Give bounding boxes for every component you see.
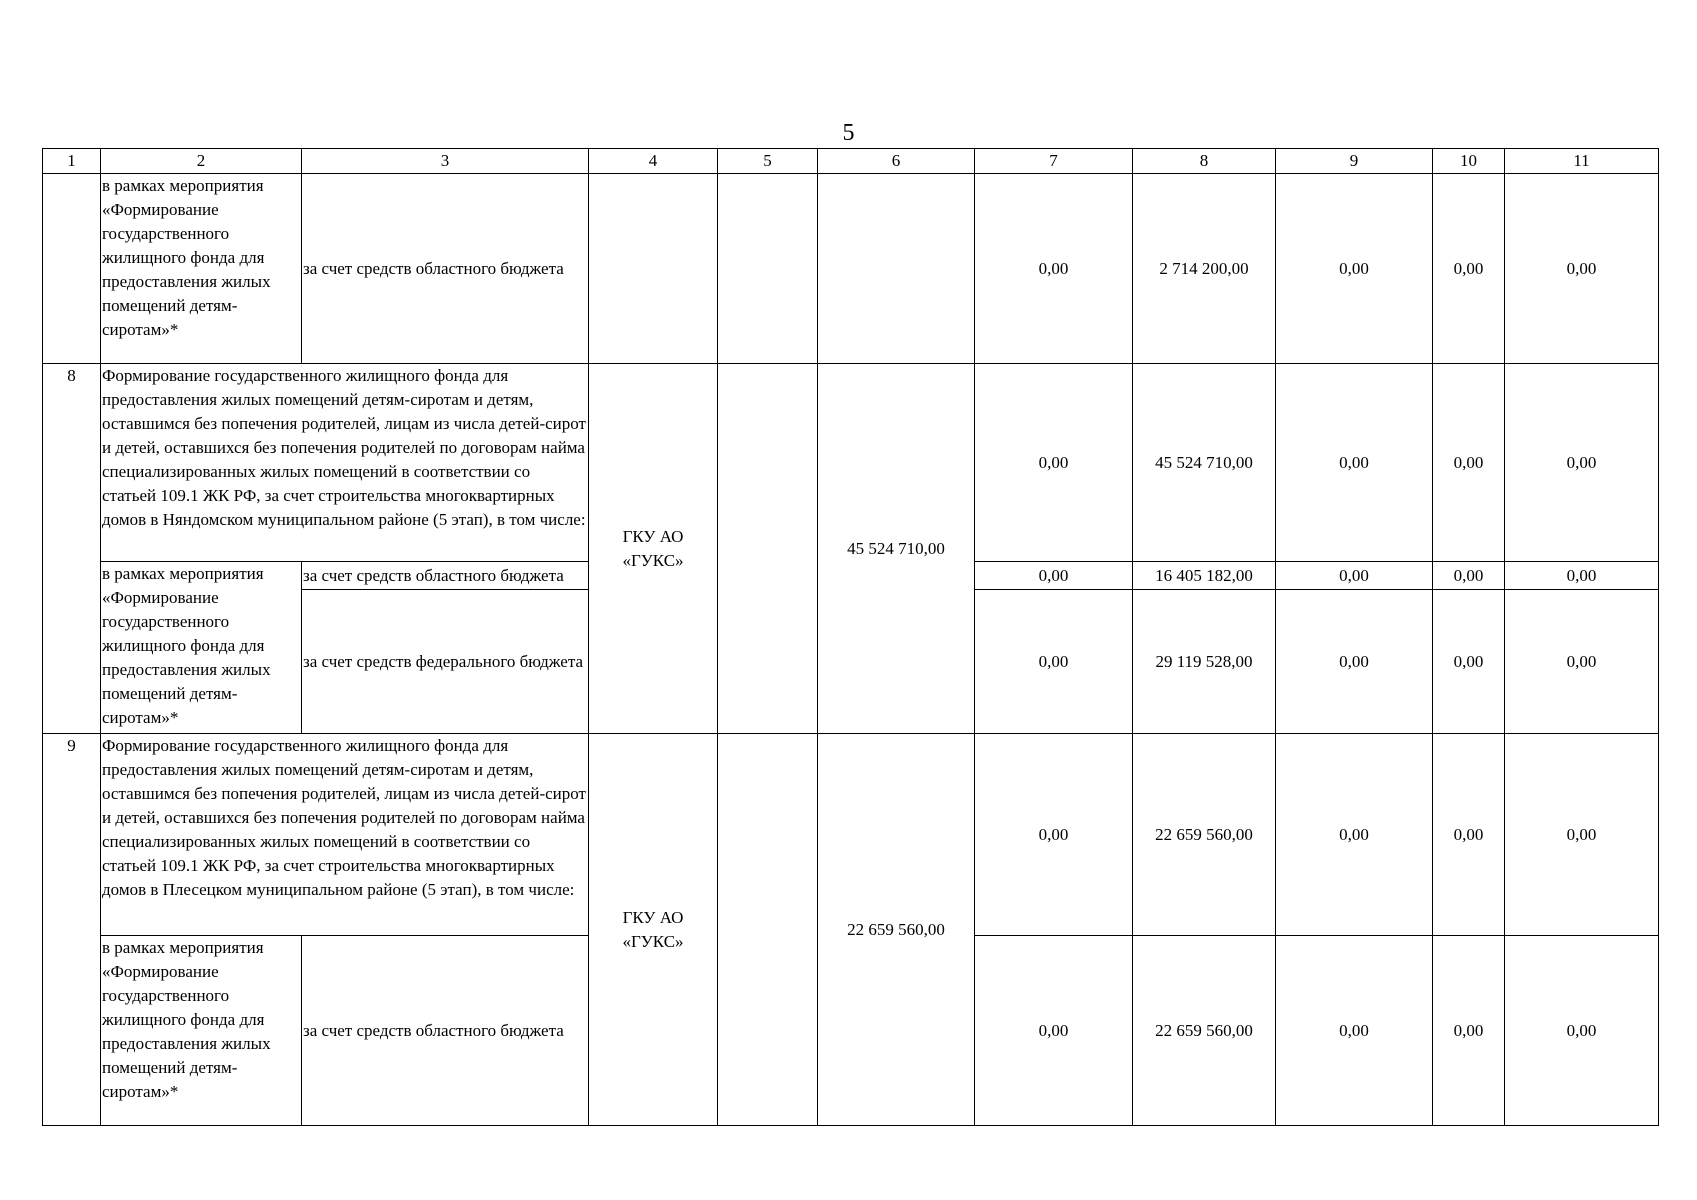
header-cell: 7 (975, 149, 1133, 174)
value-cell: 0,00 (1433, 936, 1505, 1126)
value-cell: 0,00 (975, 936, 1133, 1126)
value-cell: 22 659 560,00 (1133, 936, 1276, 1126)
value-cell: 0,00 (975, 734, 1133, 936)
value-cell: 0,00 (1433, 174, 1505, 364)
value-cell: 0,00 (1433, 562, 1505, 590)
value-cell: 0,00 (1505, 936, 1659, 1126)
value-cell: 0,00 (1505, 174, 1659, 364)
executor-cell: ГКУ АО «ГУКС» (589, 364, 718, 734)
activity-title-cell: Формирование государственного жилищного фонда для предоставления жилых помещений детям-сиротам и детям, оставшимся без попечения родителей, лицам из числа детей-сирот и детей, оставшихся без попечения родителей по договорам найма специализированных жилых помещений в соответствии со статьей 109.1 ЖК РФ, за счет строительства многоквартирных домов в Няндомском муниципальном районе (5 этап), в том числе: (101, 364, 589, 562)
funding-source-cell: за счет средств областного бюджета (302, 174, 589, 364)
header-cell: 11 (1505, 149, 1659, 174)
header-cell: 2 (101, 149, 302, 174)
value-cell: 0,00 (1505, 562, 1659, 590)
event-cell: в рамках мероприятия «Формирование государственного жилищного фонда для предоставления жилых помещений детям-сиротам»* (101, 174, 302, 364)
page-number: 5 (842, 120, 855, 146)
value-cell: 0,00 (1505, 590, 1659, 734)
col5-cell (718, 174, 818, 364)
total-cell (818, 174, 975, 364)
value-cell: 0,00 (1276, 174, 1433, 364)
total-cell: 22 659 560,00 (818, 734, 975, 1126)
value-cell: 0,00 (1276, 734, 1433, 936)
value-cell: 0,00 (975, 590, 1133, 734)
value-cell: 0,00 (1276, 562, 1433, 590)
value-cell: 0,00 (1505, 364, 1659, 562)
activity-title-cell: Формирование государственного жилищного фонда для предоставления жилых помещений детям-сиротам и детям, оставшимся без попечения родителей, лицам из числа детей-сирот и детей, оставшихся без попечения родителей по договорам найма специализированных жилых помещений в соответствии со статьей 109.1 ЖК РФ, за счет строительства многоквартирных домов в Плесецком муниципальном районе (5 этап), в том числе: (101, 734, 589, 936)
event-cell: в рамках мероприятия «Формирование государственного жилищного фонда для предоставления жилых помещений детям-сиротам»* (101, 562, 302, 734)
header-cell: 9 (1276, 149, 1433, 174)
table-row (43, 734, 1659, 936)
budget-table (42, 148, 1659, 1126)
event-cell: в рамках мероприятия «Формирование государственного жилищного фонда для предоставления жилых помещений детям-сиротам»* (101, 936, 302, 1126)
value-cell: 45 524 710,00 (1133, 364, 1276, 562)
row-number-cell (43, 174, 101, 364)
header-cell: 5 (718, 149, 818, 174)
funding-source-cell: за счет средств федерального бюджета (302, 590, 589, 734)
funding-source-cell: за счет средств областного бюджета (302, 936, 589, 1126)
value-cell: 0,00 (1433, 590, 1505, 734)
col5-cell (718, 734, 818, 1126)
col5-cell (718, 364, 818, 734)
column-number-header (43, 149, 1659, 174)
value-cell: 2 714 200,00 (1133, 174, 1276, 364)
total-cell: 45 524 710,00 (818, 364, 975, 734)
value-cell: 0,00 (1276, 590, 1433, 734)
value-cell: 16 405 182,00 (1133, 562, 1276, 590)
table-row (43, 174, 1659, 364)
value-cell: 0,00 (1433, 734, 1505, 936)
value-cell: 0,00 (1276, 364, 1433, 562)
funding-source-cell: за счет средств областного бюджета (302, 562, 589, 590)
value-cell: 0,00 (1276, 936, 1433, 1126)
header-cell: 1 (43, 149, 101, 174)
executor-cell (589, 174, 718, 364)
header-cell: 8 (1133, 149, 1276, 174)
value-cell: 0,00 (1505, 734, 1659, 936)
row-number-cell: 8 (43, 364, 101, 734)
header-cell: 6 (818, 149, 975, 174)
value-cell: 0,00 (975, 364, 1133, 562)
value-cell: 0,00 (975, 562, 1133, 590)
row-number-cell: 9 (43, 734, 101, 1126)
value-cell: 0,00 (1433, 364, 1505, 562)
value-cell: 22 659 560,00 (1133, 734, 1276, 936)
header-cell: 4 (589, 149, 718, 174)
value-cell: 0,00 (975, 174, 1133, 364)
header-cell: 3 (302, 149, 589, 174)
table-row (43, 364, 1659, 562)
header-cell: 10 (1433, 149, 1505, 174)
executor-cell: ГКУ АО «ГУКС» (589, 734, 718, 1126)
value-cell: 29 119 528,00 (1133, 590, 1276, 734)
